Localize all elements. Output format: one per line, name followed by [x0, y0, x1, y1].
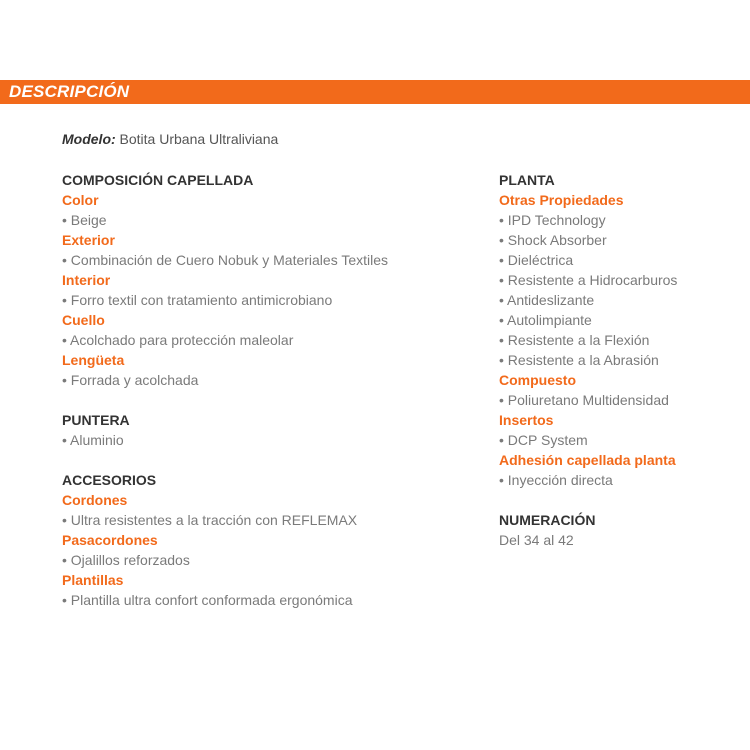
- description-banner: [0, 80, 750, 104]
- right-column: [499, 170, 739, 550]
- section-title-puntera: PUNTERA: [62, 412, 130, 428]
- subtitle-compuesto: Compuesto: [499, 372, 576, 388]
- list-item: • Poliuretano Multidensidad: [499, 392, 669, 408]
- subtitle-color: Color: [62, 192, 99, 208]
- subtitle-otras-propiedades: Otras Propiedades: [499, 192, 624, 208]
- list-item: • Resistente a la Abrasión: [499, 352, 659, 368]
- section-heading: DESCRIPCIÓN: [9, 82, 130, 101]
- list-item: • Combinación de Cuero Nobuk y Materiales Textiles: [62, 252, 389, 268]
- subtitle-interior: Interior: [62, 272, 111, 288]
- list-item: • Aluminio: [62, 432, 124, 448]
- list-item: • Acolchado para protección maleolar: [62, 332, 294, 348]
- size-range: Del 34 al 42: [499, 532, 574, 548]
- subtitle-insertos: Insertos: [499, 412, 554, 428]
- list-item: • Dieléctrica: [499, 252, 574, 268]
- spacer: [499, 490, 739, 510]
- subtitle-pasacordones: Pasacordones: [62, 532, 158, 548]
- section-title-accesorios: ACCESORIOS: [62, 472, 157, 488]
- model-line: [62, 130, 278, 148]
- list-item: • Autolimpiante: [499, 312, 592, 328]
- section-title-composicion: COMPOSICIÓN CAPELLADA: [62, 172, 254, 188]
- list-item: • IPD Technology: [499, 212, 606, 228]
- subtitle-adhesion: Adhesión capellada planta: [499, 452, 676, 468]
- list-item: • Ojalillos reforzados: [62, 552, 190, 568]
- list-item: • Resistente a Hidrocarburos: [499, 272, 678, 288]
- spacer: [62, 450, 482, 470]
- list-item: • Ultra resistentes a la tracción con REFLEMAX: [62, 512, 358, 528]
- list-item: • Shock Absorber: [499, 232, 607, 248]
- subtitle-exterior: Exterior: [62, 232, 115, 248]
- list-item: • DCP System: [499, 432, 588, 448]
- list-item: • Forrada y acolchada: [62, 372, 199, 388]
- model-label: Modelo:: [62, 131, 116, 147]
- list-item: • Beige: [62, 212, 107, 228]
- left-column: [62, 170, 482, 610]
- spacer: [62, 390, 482, 410]
- list-item: • Resistente a la Flexión: [499, 332, 650, 348]
- list-item: • Inyección directa: [499, 472, 613, 488]
- subtitle-cordones: Cordones: [62, 492, 128, 508]
- subtitle-lengueta: Lengüeta: [62, 352, 125, 368]
- subtitle-plantillas: Plantillas: [62, 572, 124, 588]
- subtitle-cuello: Cuello: [62, 312, 105, 328]
- model-value: Botita Urbana Ultraliviana: [119, 131, 279, 147]
- list-item: • Antideslizante: [499, 292, 595, 308]
- section-title-planta: PLANTA: [499, 172, 555, 188]
- section-title-numeracion: NUMERACIÓN: [499, 512, 596, 528]
- list-item: • Forro textil con tratamiento antimicrobiano: [62, 292, 333, 308]
- list-item: • Plantilla ultra confort conformada ergonómica: [62, 592, 353, 608]
